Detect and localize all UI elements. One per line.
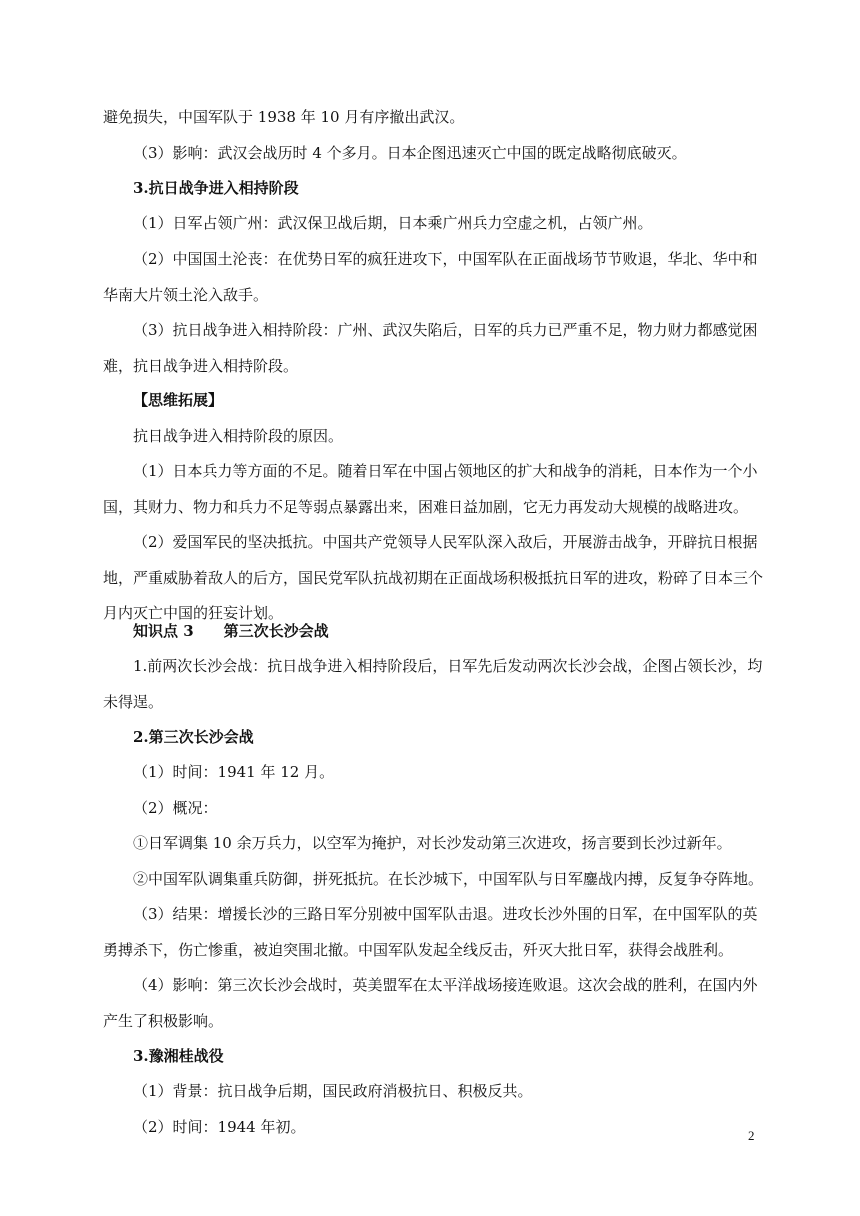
paragraph: （2）时间：1944 年初。	[133, 1118, 306, 1136]
paragraph: 避免损失，中国军队于 1938 年 10 月有序撤出武汉。	[103, 108, 465, 126]
paragraph: （3）影响：武汉会战历时 4 个多月。日本企图迅速灭亡中国的既定战略彻底破灭。	[133, 144, 687, 162]
paragraph: ①日军调集 10 余万兵力，以空军为掩护，对长沙发动第三次进攻，扬言要到长沙过新年。	[133, 834, 732, 852]
paragraph: 抗日战争进入相持阶段的原因。	[133, 427, 344, 445]
paragraph: （3）结果：增援长沙的三路日军分别被中国军队击退。进攻长沙外围的日军，在中国军队的英勇搏杀下，伤亡惨重，被迫突围北撤。中国军队发起全线反击，歼灭大批日军，获得会战胜利。	[103, 905, 758, 959]
paragraph: （1）日军占领广州：武汉保卫战后期，日本乘广州兵力空虚之机，占领广州。	[133, 214, 653, 232]
paragraph: （1）背景：抗日战争后期，国民政府消极抗日、积极反共。	[133, 1082, 533, 1100]
paragraph: （2）爱国军民的坚决抵抗。中国共产党领导人民军队深入敌后，开展游击战争，开辟抗日根据地，严重威胁着敌人的后方，国民党军队抗战初期在正面战场积极抵抗日军的进攻，粉碎了日本三个月内灭亡中国的狂妄计划。	[103, 533, 764, 622]
page-number: 2	[748, 1128, 755, 1143]
paragraph: （1）时间：1941 年 12 月。	[133, 763, 335, 781]
paragraph: （1）日本兵力等方面的不足。随着日军在中国占领地区的扩大和战争的消耗，日本作为一个小国，其财力、物力和兵力不足等弱点暴露出来，困难日益加剧，它无力再发动大规模的战略进攻。	[103, 462, 758, 516]
section-heading: 3.抗日战争进入相持阶段	[133, 179, 299, 197]
extension-heading: 【思维拓展】	[133, 391, 224, 409]
paragraph: （2）中国国土沦丧：在优势日军的疯狂进攻下，中国军队在正面战场节节败退，华北、华中和华南大片领土沦入敌手。	[103, 250, 758, 304]
section-heading: 3.豫湘桂战役	[133, 1047, 224, 1065]
paragraph: （4）影响：第三次长沙会战时，英美盟军在太平洋战场接连败退。这次会战的胜利，在国内外产生了积极影响。	[103, 976, 758, 1030]
paragraph: 1.前两次长沙会战：抗日战争进入相持阶段后，日军先后发动两次长沙会战，企图占领长沙，均未得逞。	[103, 657, 763, 711]
section-heading: 2.第三次长沙会战	[133, 728, 254, 746]
paragraph: ②中国军队调集重兵防御，拼死抵抗。在长沙城下，中国军队与日军鏖战内搏，反复争夺阵地。	[133, 870, 764, 888]
knowledge-point-heading: 知识点 3 第三次长沙会战	[133, 622, 329, 640]
paragraph: （2）概况：	[133, 799, 218, 817]
paragraph: （3）抗日战争进入相持阶段：广州、武汉失陷后，日军的兵力已严重不足，物力财力都感觉困难，抗日战争进入相持阶段。	[103, 321, 758, 375]
